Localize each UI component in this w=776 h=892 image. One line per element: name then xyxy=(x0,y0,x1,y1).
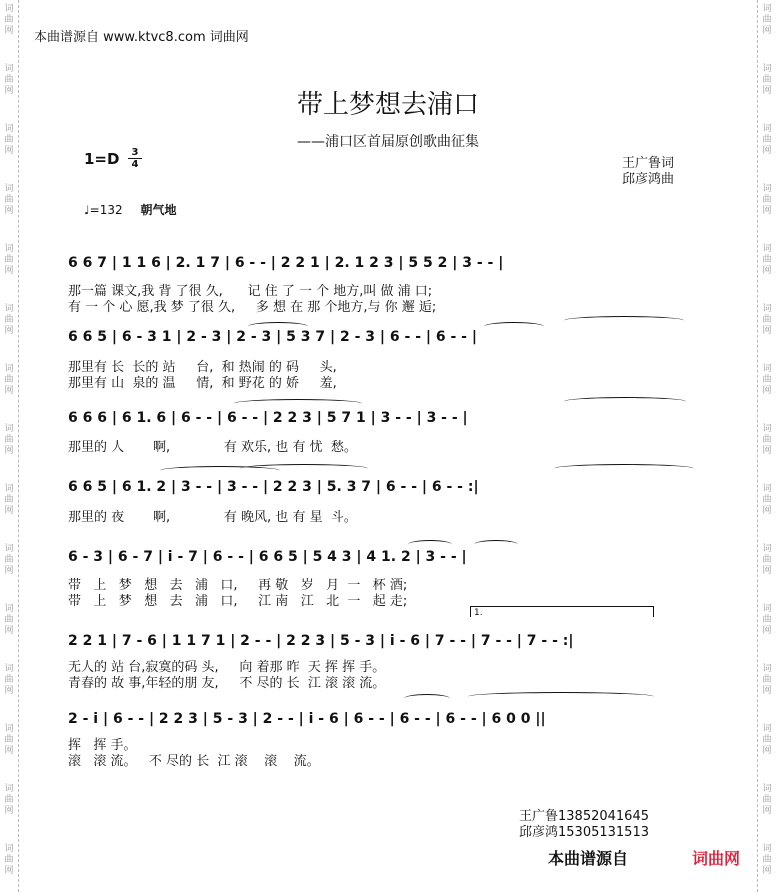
slur xyxy=(240,464,368,473)
side-watermark: 词 曲 网 xyxy=(762,304,772,336)
composer-credit: 邱彦鸿曲 xyxy=(622,172,675,187)
lyric-line: 那里的 夜 啊, 有 晚风, 也 有 星 斗。 xyxy=(68,510,357,525)
side-watermark: 词 曲 网 xyxy=(4,784,14,816)
side-watermark: 词 曲 网 xyxy=(4,4,14,36)
slur xyxy=(484,322,544,331)
notation-line: 6 6 5 | 6 - 3 1 | 2 - 3 | 2 - 3 | 5 3 7 | 2 - 3 | 6 - - | 6 - - | xyxy=(68,329,477,345)
side-watermark: 词 曲 网 xyxy=(762,4,772,36)
score-system-3 xyxy=(64,401,714,441)
side-watermark: 词 曲 网 xyxy=(4,604,14,636)
tempo-value: ♩=132 xyxy=(84,203,123,217)
tempo-marking xyxy=(84,201,176,218)
side-watermark: 词 曲 网 xyxy=(762,184,772,216)
side-watermark: 词 曲 网 xyxy=(762,124,772,156)
side-watermark: 词 曲 网 xyxy=(762,784,772,816)
side-watermark: 词 曲 网 xyxy=(4,664,14,696)
source-line: 本曲谱源自 www.ktvc8.com 词曲网 xyxy=(34,30,249,45)
notation-line: 6 6 5 | 6 1. 2 | 3 - - | 3 - - | 2 2 3 | 5. 3 7 | 6 - - | 6 - - :| xyxy=(68,479,479,495)
notation-line: 6 6 6 | 6 1. 6 | 6 - - | 6 - - | 2 2 3 | 5 7 1 | 3 - - | 3 - - | xyxy=(68,410,468,426)
footer-site-logo: 词曲网 xyxy=(692,849,741,868)
song-subtitle: ——浦口区首届原创歌曲征集 xyxy=(297,134,479,150)
lyric-line: 有 一 个 心 愿,我 梦 了很 久, 多 想 在 那 个地方,与 你 邂 逅; xyxy=(68,300,437,315)
lyric-line: 带 上 梦 想 去 浦 口, 再 敬 岁 月 一 杯 酒; xyxy=(68,578,408,593)
side-watermark: 词 曲 网 xyxy=(762,424,772,456)
side-watermark: 词 曲 网 xyxy=(762,544,772,576)
side-watermark: 词 曲 网 xyxy=(4,124,14,156)
notation-line: 2 2 1 | 7 - 6 | 1 1 7 1 | 2 - - | 2 2 3 | 5 - 3 | i - 6 | 7 - - | 7 - - | 7 - - :| xyxy=(68,633,574,649)
lyric-line: 那里有 山 泉的 温 情, 和 野花 的 娇 羞, xyxy=(68,376,337,391)
score-system-2 xyxy=(64,320,714,360)
side-watermark: 词 曲 网 xyxy=(762,244,772,276)
lyricist-credit: 王广鲁词 xyxy=(622,156,675,171)
side-watermark: 词 曲 网 xyxy=(4,844,14,876)
song-title: 带上梦想去浦口 xyxy=(296,90,479,120)
lyric-line: 青春的 故 事,年轻的朋 友, 不 尽的 长 江 滚 滚 流。 xyxy=(68,676,386,691)
side-watermark: 词 曲 网 xyxy=(4,184,14,216)
side-watermark: 词 曲 网 xyxy=(4,424,14,456)
slur xyxy=(564,397,686,406)
lyric-line: 无人的 站 台,寂寞的码 头, 向 着那 昨 天 挥 挥 手。 xyxy=(68,660,386,675)
notation-line: 2 - i | 6 - - | 2 2 3 | 5 - 3 | 2 - - | i - 6 | 6 - - | 6 - - | 6 - - | 6 0 0 || xyxy=(68,711,546,727)
slur xyxy=(474,540,518,549)
lyric-line: 滚 滚 流。 不 尽的 长 江 滚 滚 流。 xyxy=(68,754,320,769)
side-watermark: 词 曲 网 xyxy=(4,364,14,396)
side-watermark: 词 曲 网 xyxy=(762,664,772,696)
slur xyxy=(564,316,684,325)
notation-line: 6 - 3 | 6 - 7 | i - 7 | 6 - - | 6 6 5 | 5 4 3 | 4 1. 2 | 3 - - | xyxy=(68,549,467,565)
score-system-7 xyxy=(64,702,714,742)
slur xyxy=(404,694,450,703)
slur xyxy=(554,464,694,473)
contact-lyricist: 王广鲁13852041645 xyxy=(519,809,649,824)
score-system-4 xyxy=(64,470,714,510)
side-watermark: 词 曲 网 xyxy=(4,64,14,96)
side-watermark: 词 曲 网 xyxy=(762,364,772,396)
side-watermark: 词 曲 网 xyxy=(4,304,14,336)
lyric-line: 挥 挥 手。 xyxy=(68,738,137,753)
time-signature xyxy=(128,147,142,170)
slur xyxy=(468,692,654,701)
lyric-line: 那一篇 课文,我 背 了很 久, 记 住 了 一 个 地方,叫 做 浦 口; xyxy=(68,284,433,299)
meter-bottom: 4 xyxy=(128,158,142,170)
side-watermark: 词 曲 网 xyxy=(762,844,772,876)
side-watermark: 词 曲 网 xyxy=(4,244,14,276)
key-signature: 1=D xyxy=(84,150,120,168)
side-watermark: 词 曲 网 xyxy=(762,64,772,96)
volta-bracket xyxy=(470,606,654,617)
lyric-line: 那里的 人 啊, 有 欢乐, 也 有 忧 愁。 xyxy=(68,440,357,455)
side-watermark: 词 曲 网 xyxy=(4,724,14,756)
slur xyxy=(234,399,362,408)
side-watermark: 词 曲 网 xyxy=(4,484,14,516)
side-watermark: 词 曲 网 xyxy=(4,544,14,576)
contact-composer: 邱彦鸿15305131513 xyxy=(519,825,649,840)
lyric-line: 带 上 梦 想 去 浦 口, 江 南 江 北 一 起 走; xyxy=(68,594,408,609)
slur xyxy=(408,540,452,549)
side-watermark: 词 曲 网 xyxy=(762,604,772,636)
volta-number: 1. xyxy=(474,608,483,618)
side-watermark: 词 曲 网 xyxy=(762,724,772,756)
expression-marking: 朝气地 xyxy=(140,203,177,217)
notation-line: 6 6 7 | 1 1 6 | 2. 1 7 | 6 - - | 2 2 1 | 2. 1 2 3 | 5 5 2 | 3 - - | xyxy=(68,255,504,271)
lyric-line: 那里有 长 长的 站 台, 和 热闹 的 码 头, xyxy=(68,360,337,375)
footer-source-label: 本曲谱源自 xyxy=(548,849,629,868)
side-watermark: 词 曲 网 xyxy=(762,484,772,516)
meter-top: 3 xyxy=(131,147,139,158)
